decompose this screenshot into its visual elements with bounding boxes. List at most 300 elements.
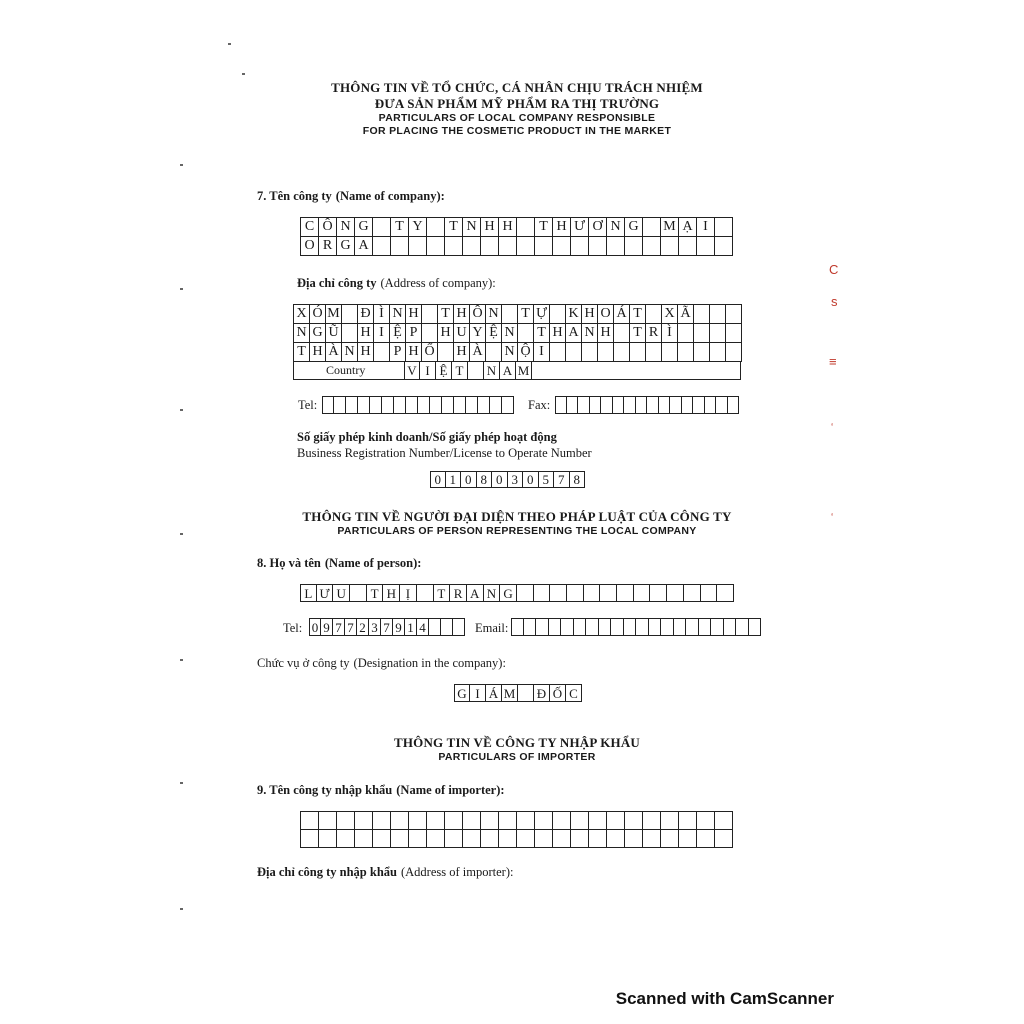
char-box[interactable] [661, 830, 679, 848]
char-box[interactable]: 0 [430, 471, 446, 488]
char-box[interactable] [561, 618, 574, 636]
char-box[interactable] [598, 343, 614, 362]
char-box[interactable]: Ệ [436, 361, 452, 380]
char-box[interactable]: 8 [570, 471, 586, 488]
char-box[interactable]: N [342, 343, 358, 362]
char-box[interactable]: 7 [333, 618, 345, 636]
char-box[interactable] [678, 324, 694, 343]
char-box[interactable] [536, 618, 549, 636]
char-box[interactable]: M [661, 218, 679, 237]
char-box[interactable]: H [358, 324, 374, 343]
char-box[interactable] [486, 343, 502, 362]
char-box[interactable] [342, 324, 358, 343]
char-box[interactable] [699, 618, 712, 636]
char-box[interactable] [697, 812, 715, 830]
char-box[interactable] [697, 237, 715, 256]
char-box[interactable] [589, 812, 607, 830]
char-box[interactable] [427, 812, 445, 830]
char-box[interactable] [445, 830, 463, 848]
char-box[interactable]: U [454, 324, 470, 343]
char-box[interactable]: Ộ [518, 343, 534, 362]
char-box[interactable] [611, 618, 624, 636]
char-box[interactable]: U [333, 584, 350, 602]
char-box[interactable] [553, 830, 571, 848]
char-box[interactable]: À [470, 343, 486, 362]
char-box[interactable]: 3 [369, 618, 381, 636]
char-box[interactable]: 0 [309, 618, 321, 636]
char-box[interactable] [613, 396, 625, 414]
char-box[interactable]: Ũ [326, 324, 342, 343]
char-box[interactable] [409, 812, 427, 830]
char-box[interactable] [422, 305, 438, 324]
char-box[interactable] [694, 305, 710, 324]
char-box[interactable] [301, 830, 319, 848]
char-box[interactable] [517, 584, 534, 602]
char-box[interactable] [355, 812, 373, 830]
char-box[interactable] [550, 343, 566, 362]
char-box[interactable]: 8 [477, 471, 493, 488]
char-box[interactable] [650, 584, 667, 602]
char-box[interactable] [630, 343, 646, 362]
char-box[interactable]: Ơ [589, 218, 607, 237]
char-box[interactable]: O [301, 237, 319, 256]
char-box[interactable]: T [438, 305, 454, 324]
char-box[interactable]: Ệ [486, 324, 502, 343]
char-box[interactable] [370, 396, 382, 414]
char-box[interactable] [391, 830, 409, 848]
char-box[interactable]: R [450, 584, 467, 602]
char-box[interactable] [499, 237, 517, 256]
char-box[interactable]: C [566, 684, 582, 702]
char-box[interactable] [373, 237, 391, 256]
char-box[interactable] [625, 237, 643, 256]
char-box[interactable]: G [355, 218, 373, 237]
char-box[interactable] [518, 324, 534, 343]
char-box[interactable]: 1 [446, 471, 462, 488]
char-box[interactable] [319, 830, 337, 848]
char-box[interactable]: I [470, 684, 486, 702]
char-box[interactable] [643, 237, 661, 256]
char-box[interactable]: 5 [539, 471, 555, 488]
char-box[interactable] [394, 396, 406, 414]
importer-name-grid[interactable] [300, 811, 733, 848]
char-box[interactable]: A [355, 237, 373, 256]
char-box[interactable] [517, 812, 535, 830]
char-box[interactable]: Ô [470, 305, 486, 324]
char-box[interactable]: Ự [534, 305, 550, 324]
char-box[interactable] [694, 343, 710, 362]
char-box[interactable] [693, 396, 705, 414]
char-box[interactable]: T [630, 305, 646, 324]
char-box[interactable]: Ã [678, 305, 694, 324]
char-box[interactable] [382, 396, 394, 414]
char-box[interactable]: N [294, 324, 310, 343]
char-box[interactable]: 4 [417, 618, 429, 636]
char-box[interactable] [589, 830, 607, 848]
char-box[interactable] [442, 396, 454, 414]
country-value-boxes[interactable] [404, 361, 532, 380]
char-box[interactable]: G [310, 324, 326, 343]
char-box[interactable] [409, 830, 427, 848]
char-box[interactable] [686, 618, 699, 636]
char-box[interactable] [726, 343, 742, 362]
char-box[interactable]: T [535, 218, 553, 237]
char-box[interactable]: A [566, 324, 582, 343]
char-box[interactable]: H [383, 584, 400, 602]
char-box[interactable]: 9 [393, 618, 405, 636]
char-box[interactable]: T [434, 584, 451, 602]
char-box[interactable] [697, 830, 715, 848]
char-box[interactable] [481, 812, 499, 830]
char-box[interactable] [614, 324, 630, 343]
char-box[interactable] [468, 361, 484, 380]
char-box[interactable]: P [406, 324, 422, 343]
char-box[interactable] [643, 830, 661, 848]
char-box[interactable] [617, 584, 634, 602]
char-box[interactable] [337, 830, 355, 848]
char-box[interactable] [614, 343, 630, 362]
char-box[interactable] [566, 343, 582, 362]
char-box[interactable]: Y [409, 218, 427, 237]
char-box[interactable]: A [500, 361, 516, 380]
char-box[interactable] [661, 812, 679, 830]
char-box[interactable]: X [662, 305, 678, 324]
char-box[interactable] [726, 324, 742, 343]
char-box[interactable] [550, 584, 567, 602]
char-box[interactable] [567, 396, 579, 414]
char-box[interactable] [636, 618, 649, 636]
char-box[interactable] [661, 618, 674, 636]
char-box[interactable]: Ó [310, 305, 326, 324]
char-box[interactable] [373, 218, 391, 237]
char-box[interactable]: N [486, 305, 502, 324]
char-box[interactable] [518, 684, 534, 702]
char-box[interactable] [373, 812, 391, 830]
char-box[interactable] [535, 830, 553, 848]
char-box[interactable]: T [518, 305, 534, 324]
char-box[interactable] [728, 396, 740, 414]
char-box[interactable]: H [582, 305, 598, 324]
char-box[interactable] [553, 812, 571, 830]
char-box[interactable] [601, 396, 613, 414]
char-box[interactable] [710, 324, 726, 343]
char-box[interactable] [717, 584, 734, 602]
char-box[interactable] [453, 618, 465, 636]
char-box[interactable] [358, 396, 370, 414]
char-box[interactable] [427, 218, 445, 237]
char-box[interactable]: Ệ [390, 324, 406, 343]
char-box[interactable] [705, 396, 717, 414]
char-box[interactable]: P [390, 343, 406, 362]
char-box[interactable] [350, 584, 367, 602]
char-box[interactable]: K [566, 305, 582, 324]
char-box[interactable]: N [502, 343, 518, 362]
char-box[interactable]: M [502, 684, 518, 702]
char-box[interactable] [406, 396, 418, 414]
char-box[interactable] [724, 618, 737, 636]
char-box[interactable]: G [454, 684, 470, 702]
char-box[interactable]: N [607, 218, 625, 237]
char-box[interactable] [649, 618, 662, 636]
char-box[interactable] [422, 324, 438, 343]
char-box[interactable] [553, 237, 571, 256]
char-box[interactable] [726, 305, 742, 324]
char-box[interactable]: N [502, 324, 518, 343]
char-box[interactable]: Á [614, 305, 630, 324]
char-box[interactable] [571, 830, 589, 848]
char-box[interactable]: N [463, 218, 481, 237]
char-box[interactable] [391, 812, 409, 830]
char-box[interactable] [647, 396, 659, 414]
char-box[interactable] [499, 830, 517, 848]
company-address-grid[interactable] [293, 304, 742, 362]
char-box[interactable] [607, 812, 625, 830]
char-box[interactable] [710, 305, 726, 324]
char-box[interactable]: G [500, 584, 517, 602]
char-box[interactable] [736, 618, 749, 636]
char-box[interactable] [643, 218, 661, 237]
char-box[interactable] [586, 618, 599, 636]
char-box[interactable]: N [484, 584, 501, 602]
char-box[interactable]: A [467, 584, 484, 602]
char-box[interactable]: 1 [405, 618, 417, 636]
char-box[interactable] [571, 812, 589, 830]
char-box[interactable]: G [625, 218, 643, 237]
char-box[interactable] [711, 618, 724, 636]
char-box[interactable]: H [550, 324, 566, 343]
char-box[interactable] [499, 812, 517, 830]
char-box[interactable]: 3 [508, 471, 524, 488]
char-box[interactable]: H [553, 218, 571, 237]
char-box[interactable]: H [454, 305, 470, 324]
char-box[interactable] [463, 237, 481, 256]
char-box[interactable]: T [452, 361, 468, 380]
char-box[interactable] [684, 584, 701, 602]
char-box[interactable]: O [598, 305, 614, 324]
char-box[interactable]: T [630, 324, 646, 343]
char-box[interactable]: H [406, 343, 422, 362]
char-box[interactable]: Đ [358, 305, 374, 324]
license-number-boxes[interactable] [430, 471, 585, 488]
char-box[interactable] [346, 396, 358, 414]
char-box[interactable] [646, 305, 662, 324]
char-box[interactable]: N [390, 305, 406, 324]
char-box[interactable]: T [367, 584, 384, 602]
char-box[interactable]: Á [486, 684, 502, 702]
char-box[interactable] [715, 830, 733, 848]
char-box[interactable]: T [445, 218, 463, 237]
char-box[interactable] [550, 305, 566, 324]
char-box[interactable] [445, 237, 463, 256]
char-box[interactable]: Ị [400, 584, 417, 602]
person-tel-boxes[interactable] [309, 618, 465, 636]
char-box[interactable]: T [534, 324, 550, 343]
char-box[interactable] [749, 618, 762, 636]
char-box[interactable] [374, 343, 390, 362]
char-box[interactable] [607, 830, 625, 848]
char-box[interactable] [555, 396, 567, 414]
char-box[interactable]: L [300, 584, 317, 602]
char-box[interactable] [445, 812, 463, 830]
char-box[interactable] [319, 812, 337, 830]
char-box[interactable]: À [326, 343, 342, 362]
char-box[interactable] [678, 343, 694, 362]
char-box[interactable] [715, 812, 733, 830]
char-box[interactable] [582, 343, 598, 362]
char-box[interactable]: R [646, 324, 662, 343]
char-box[interactable] [662, 343, 678, 362]
company-tel-boxes[interactable] [322, 396, 514, 414]
char-box[interactable] [301, 812, 319, 830]
char-box[interactable] [463, 830, 481, 848]
char-box[interactable]: G [337, 237, 355, 256]
char-box[interactable]: 0 [523, 471, 539, 488]
char-box[interactable] [535, 237, 553, 256]
char-box[interactable] [701, 584, 718, 602]
char-box[interactable]: Ư [317, 584, 334, 602]
char-box[interactable]: H [598, 324, 614, 343]
char-box[interactable] [646, 343, 662, 362]
char-box[interactable] [463, 812, 481, 830]
char-box[interactable]: M [326, 305, 342, 324]
char-box[interactable] [659, 396, 671, 414]
char-box[interactable] [417, 584, 434, 602]
char-box[interactable]: N [484, 361, 500, 380]
char-box[interactable] [667, 584, 684, 602]
char-box[interactable] [624, 396, 636, 414]
char-box[interactable] [478, 396, 490, 414]
char-box[interactable]: H [310, 343, 326, 362]
char-box[interactable]: M [516, 361, 532, 380]
char-box[interactable] [584, 584, 601, 602]
char-box[interactable] [481, 237, 499, 256]
char-box[interactable]: Ố [422, 343, 438, 362]
char-box[interactable]: I [374, 324, 390, 343]
char-box[interactable]: T [391, 218, 409, 237]
char-box[interactable] [607, 237, 625, 256]
char-box[interactable] [430, 396, 442, 414]
char-box[interactable]: Ì [662, 324, 678, 343]
char-box[interactable] [441, 618, 453, 636]
char-box[interactable] [334, 396, 346, 414]
char-box[interactable] [517, 218, 535, 237]
char-box[interactable]: T [294, 343, 310, 362]
char-box[interactable] [342, 305, 358, 324]
char-box[interactable]: I [697, 218, 715, 237]
char-box[interactable] [679, 812, 697, 830]
char-box[interactable]: H [481, 218, 499, 237]
char-box[interactable] [517, 237, 535, 256]
char-box[interactable]: V [404, 361, 420, 380]
char-box[interactable]: Đ [534, 684, 550, 702]
char-box[interactable]: Ạ [679, 218, 697, 237]
char-box[interactable] [490, 396, 502, 414]
char-box[interactable] [355, 830, 373, 848]
char-box[interactable] [625, 830, 643, 848]
char-box[interactable] [454, 396, 466, 414]
char-box[interactable] [715, 218, 733, 237]
char-box[interactable]: 9 [321, 618, 333, 636]
char-box[interactable] [716, 396, 728, 414]
char-box[interactable] [710, 343, 726, 362]
char-box[interactable] [599, 618, 612, 636]
char-box[interactable] [715, 237, 733, 256]
char-box[interactable] [571, 237, 589, 256]
char-box[interactable] [337, 812, 355, 830]
char-box[interactable] [438, 343, 454, 362]
char-box[interactable] [578, 396, 590, 414]
char-box[interactable] [502, 305, 518, 324]
char-box[interactable]: N [337, 218, 355, 237]
char-box[interactable] [391, 237, 409, 256]
char-box[interactable] [679, 237, 697, 256]
char-box[interactable] [511, 618, 524, 636]
char-box[interactable] [670, 396, 682, 414]
char-box[interactable]: H [499, 218, 517, 237]
char-box[interactable]: H [438, 324, 454, 343]
designation-boxes[interactable] [454, 684, 582, 702]
char-box[interactable] [502, 396, 514, 414]
char-box[interactable]: 2 [357, 618, 369, 636]
char-box[interactable] [322, 396, 334, 414]
company-fax-boxes[interactable] [555, 396, 739, 414]
char-box[interactable] [636, 396, 648, 414]
char-box[interactable] [624, 618, 637, 636]
char-box[interactable] [661, 237, 679, 256]
char-box[interactable] [524, 618, 537, 636]
char-box[interactable]: Ô [319, 218, 337, 237]
char-box[interactable] [634, 584, 651, 602]
char-box[interactable]: R [319, 237, 337, 256]
person-name-boxes[interactable] [300, 584, 734, 602]
char-box[interactable] [625, 812, 643, 830]
char-box[interactable] [517, 830, 535, 848]
char-box[interactable]: H [454, 343, 470, 362]
char-box[interactable]: X [294, 305, 310, 324]
char-box[interactable]: 7 [554, 471, 570, 488]
char-box[interactable]: H [406, 305, 422, 324]
char-box[interactable] [643, 812, 661, 830]
char-box[interactable] [481, 830, 499, 848]
person-email-boxes[interactable] [511, 618, 761, 636]
char-box[interactable] [694, 324, 710, 343]
char-box[interactable] [590, 396, 602, 414]
char-box[interactable] [549, 618, 562, 636]
char-box[interactable] [535, 812, 553, 830]
char-box[interactable]: C [301, 218, 319, 237]
char-box[interactable] [682, 396, 694, 414]
char-box[interactable] [427, 237, 445, 256]
char-box[interactable] [429, 618, 441, 636]
char-box[interactable]: 0 [492, 471, 508, 488]
char-box[interactable] [674, 618, 687, 636]
char-box[interactable] [567, 584, 584, 602]
char-box[interactable] [600, 584, 617, 602]
char-box[interactable] [418, 396, 430, 414]
company-name-grid[interactable] [300, 217, 733, 256]
char-box[interactable] [574, 618, 587, 636]
char-box[interactable]: 0 [461, 471, 477, 488]
char-box[interactable]: Y [470, 324, 486, 343]
char-box[interactable] [373, 830, 391, 848]
char-box[interactable]: I [420, 361, 436, 380]
char-box[interactable] [409, 237, 427, 256]
char-box[interactable]: 7 [381, 618, 393, 636]
char-box[interactable] [589, 237, 607, 256]
char-box[interactable] [466, 396, 478, 414]
char-box[interactable] [427, 830, 445, 848]
char-box[interactable]: Ư [571, 218, 589, 237]
